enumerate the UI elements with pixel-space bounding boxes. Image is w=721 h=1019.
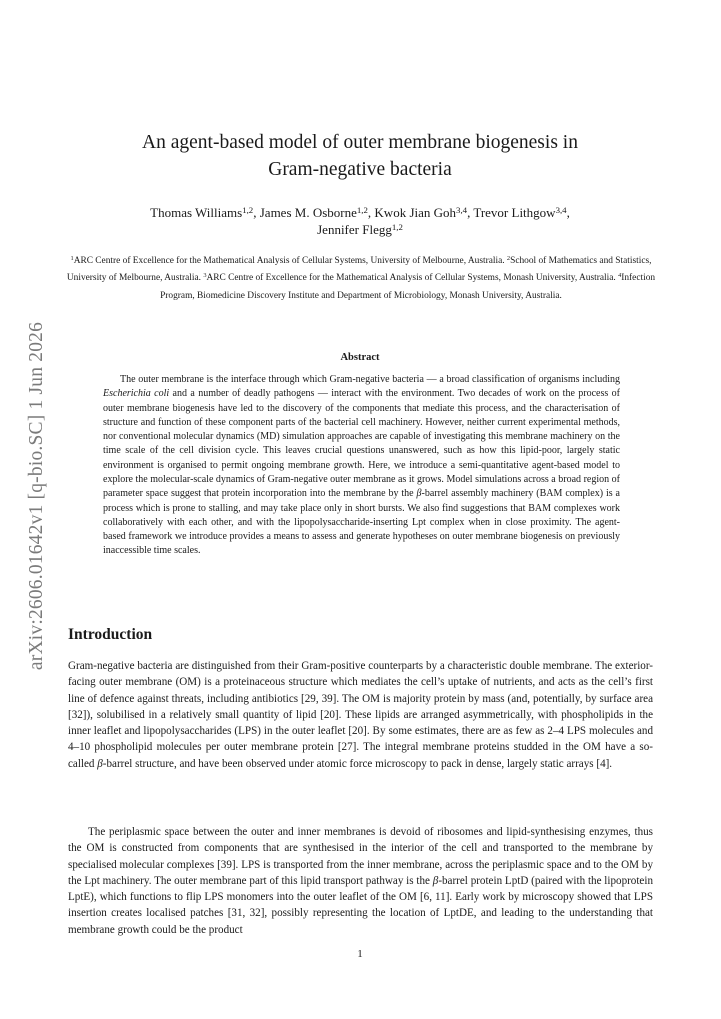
- affiliation-marker: 4: [618, 272, 622, 280]
- author-name: Thomas Williams: [150, 205, 243, 220]
- author-name: Trevor Lithgow: [473, 205, 556, 220]
- paper-title: [90, 129, 630, 183]
- author-affiliation-marker: 1,2: [242, 205, 254, 216]
- author-list: Thomas Williams$^{1,2}$, James M. Osborne$^{1,2}$, Kwok Jian Goh$^{3,4}$, Trevor Lithgow$^{3,4}$, Jennifer Flegg$^{1,2}$: [150, 205, 570, 237]
- affiliation-text: ARC Centre of Excellence for the Mathematical Analysis of Cellular Systems, Monash University, Australia.: [206, 273, 616, 284]
- abstract-body: [103, 373, 620, 559]
- arxiv-identifier: arXiv:2606.01642v1 [q-bio.SC] 1 Jun 2026: [26, 321, 47, 671]
- title-line-2: Gram-negative bacteria: [268, 159, 452, 180]
- affiliation-text: ARC Centre of Excellence for the Mathematical Analysis of Cellular Systems, University of Melbourne, Australia.: [73, 256, 505, 266]
- paragraph-text: The periplasmic space between the outer and inner membranes is devoid of ribosomes and lipid-synthesising enzymes, thus the OM is constructed from components that are synthesised in the interior of the cell and transported to the membrane by specialised molecular complexes [39]. LPS is transported from the inner membrane, across the periplasmic space and to the OM by the Lpt machinery. The outer membrane part of this lipid transport pathway is the: [68, 826, 653, 887]
- title-line-1: An agent-based model of outer membrane biogenesis in: [142, 132, 578, 153]
- author-name: Kwok Jian Goh: [374, 205, 457, 220]
- beta-symbol: β: [432, 874, 439, 887]
- intro-paragraph-2: [68, 824, 653, 938]
- affiliation-marker: 2: [506, 255, 511, 263]
- page-number: 1: [357, 948, 363, 960]
- author-name: James M. Osborne: [259, 205, 357, 220]
- beta-symbol: β: [416, 488, 422, 500]
- intro-paragraph-1: [68, 658, 653, 772]
- abstract-heading: Abstract: [340, 352, 380, 363]
- beta-symbol: β: [97, 757, 103, 770]
- author-name: Jennifer Flegg: [317, 222, 392, 237]
- abstract-text: -barrel assembly machinery (BAM complex) is a process which is prone to stalling, and may take place only in short bursts. We also find suggestions that BAM complexes work collaboratively with each other, and with the lipopolysaccharide-inserting Lpt complex when in close proximity. The agent-based framework we introduce provides a means to assess and generate hypotheses on outer membrane biogenesis on previously inaccessible time scales.: [103, 488, 620, 557]
- abstract-text: and a number of deadly pathogens — interact with the environment. Two decades of work on the process of outer membrane biogenesis have led to the discovery of the components that mediate this process, and the characterisation of structure and function of these component parts of the bacterial cell machinery. However, neither current experimental methods, nor conventional molecular dynamics (MD) simulation approaches are capable of investigating this membrane machinery on the time scale of the cell division cycle. This leaves crucial questions unanswered, such as how this lipid-poor, largely static environment is organised to permit ongoing membrane growth. Here, we introduce a semi-quantitative agent-based model to explore the molecular-scale dynamics of Gram-negative outer membrane as it grows. Model simulations across a broad region of parameter space suggest that protein incorporation into the membrane by the: [103, 388, 620, 500]
- section-heading-introduction: Introduction: [68, 626, 153, 643]
- affiliations: [66, 253, 656, 305]
- paragraph-text: Gram-negative bacteria are distinguished from their Gram-positive counterparts by a characteristic double membrane. The exterior-facing outer membrane (OM) is a proteinaceous structure which mediates the cell’s uptake of nutrients, and acts as the cell’s first line of defence against threats, including antibiotics [29, 39]. The OM is majority protein by mass (and, potentially, by surface area [32]), solubilised in a relatively small quantity of lipid [20]. These lipids are arranged asymmetrically, with phospholipids in the inner leaflet and lipopolysaccharides (LPS) in the outer leaflet [20]. By some estimates, there are as few as 2–4 LPS molecules and 4–10 phospholipid molecules per outer membrane protein [27]. The integral membrane proteins studded in the OM have a so-called: [68, 660, 653, 770]
- author-affiliation-marker: 1,2: [391, 222, 403, 233]
- affiliation-marker: 3: [203, 272, 207, 280]
- affiliation-marker: 1: [70, 255, 74, 263]
- author-affiliation-marker: 3,4: [555, 205, 567, 216]
- abstract-text: The outer membrane is the interface through which Gram-negative bacteria — a broad classification of organisms including: [120, 374, 620, 385]
- author-affiliation-marker: 1,2: [356, 205, 368, 216]
- author-affiliation-marker: 3,4: [456, 205, 468, 216]
- paragraph-text: -barrel protein LptD (paired with the lipoprotein LptE), which functions to flip LPS monomers into the outer leaflet of the OM [6, 11]. Early work by microscopy showed that LPS insertion creates localised patches [31, 32], possibly representing the location of LptDE, and leading to the understanding that membrane growth could be the product: [68, 874, 653, 936]
- species-name: Escherichia coli: [103, 388, 170, 400]
- affiliation-text: School of Mathematics and Statistics, University of Melbourne, Australia.: [66, 256, 652, 284]
- affiliation-text: Infection Program, Biomedicine Discovery Institute and Department of Microbiology, Monash University, Australia.: [160, 273, 656, 301]
- paragraph-text: -barrel structure, and have been observed under atomic force microscopy to pack in dense, largely static arrays [4].: [102, 757, 613, 770]
